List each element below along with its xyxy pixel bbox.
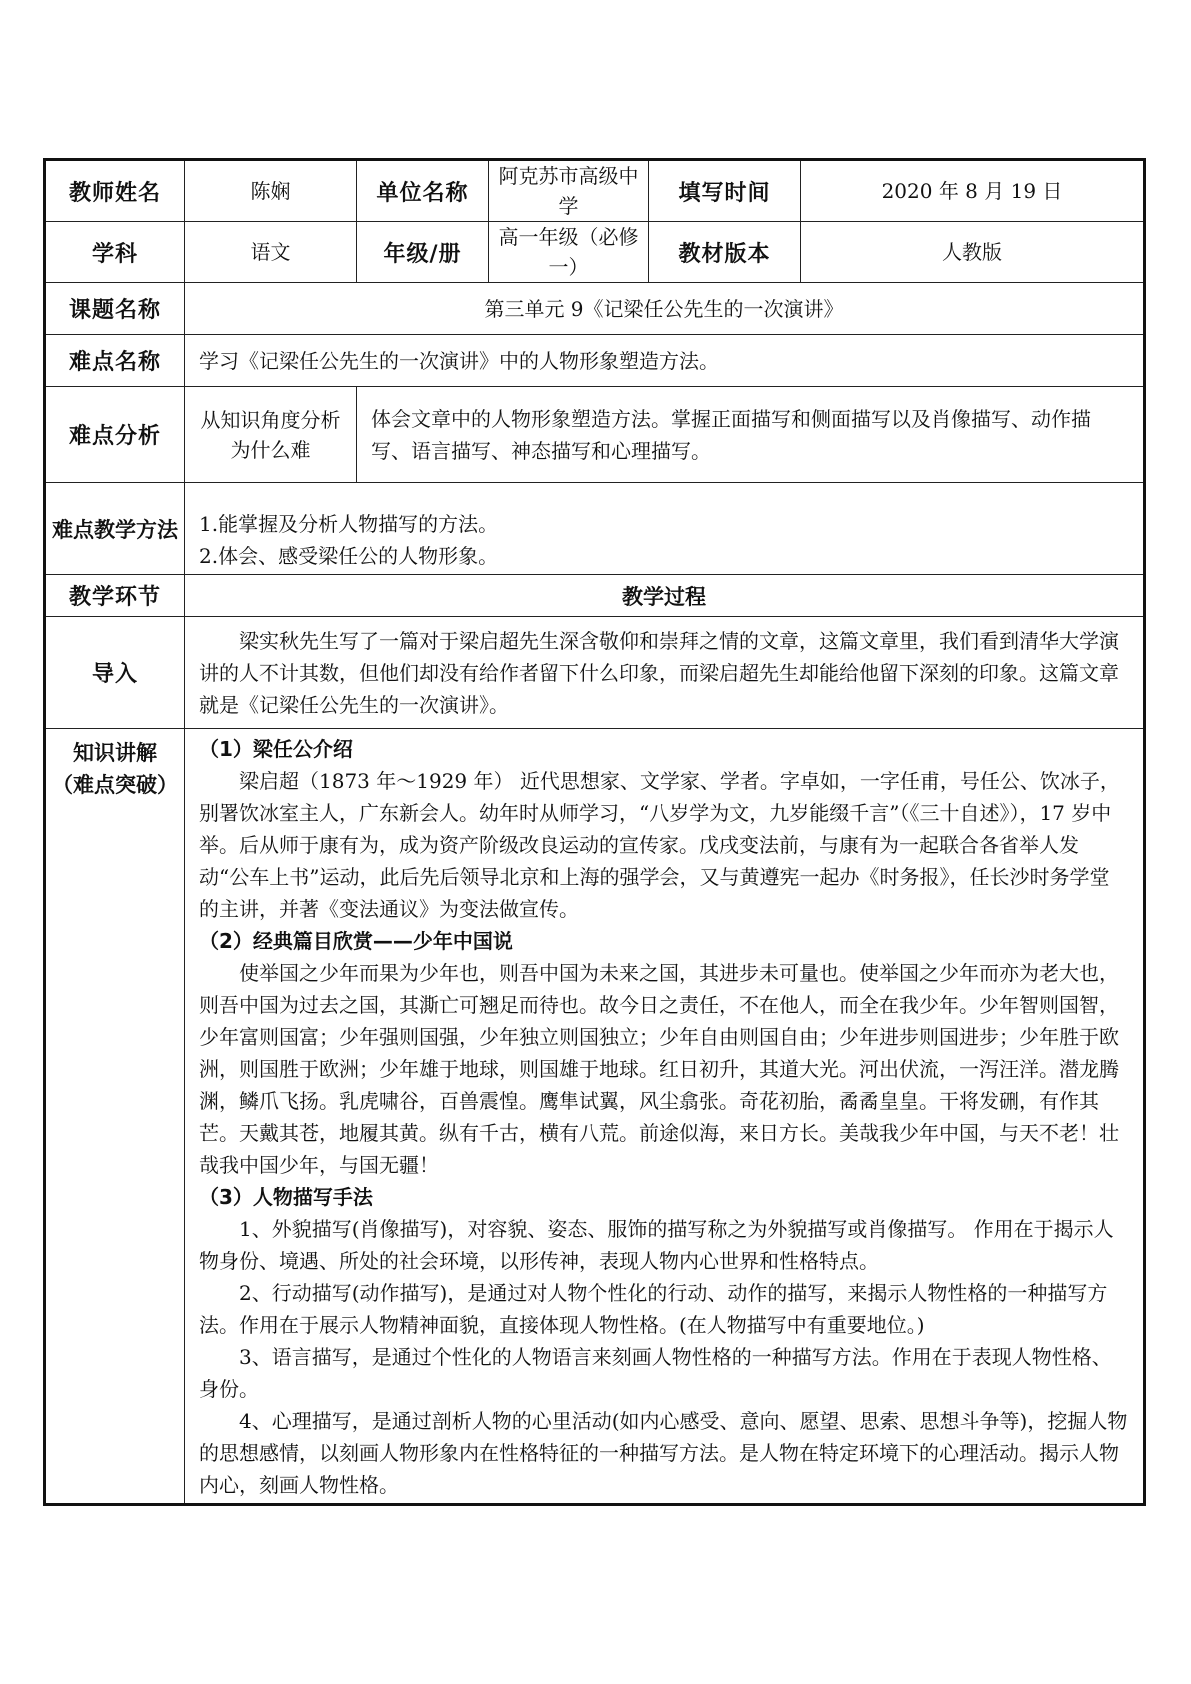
section-3-title: （3）人物描写手法 — [199, 1185, 373, 1209]
row-subject-info — [45, 222, 1145, 283]
section-2-text: 使举国之少年而果为少年也，则吾中国为未来之国，其进步未可量也。使举国之少年而亦为老大也，则吾中国为过去之国，其澌亡可翘足而待也。故今日之责任，不在他人，而全在我少年。少年智则国智，少年富则国富；少年强则国强，少年独立则国独立；少年自由则国自由；少年进步则国进步；少年胜于欧洲，则国胜于欧洲；少年雄于地球，则国雄于地球。红日初升，其道大光。河出伏流，一泻汪洋。潜龙腾渊，鳞爪飞扬。乳虎啸谷，百兽震惶。鹰隼试翼，风尘翕张。奇花初胎，矞矞皇皇。干将发硎，有作其芒。天戴其苍，地履其黄。纵有千古，横有八荒。前途似海，来日方长。美哉我少年中国，与天不老！壮哉我中国少年，与国无疆！ — [199, 961, 1119, 1177]
row-teacher-info — [45, 160, 1145, 222]
section-3-para-1: 1、外貌描写(肖像描写)，对容貌、姿态、服饰的描写称之为外貌描写或肖像描写。 作用在于揭示人物身份、境遇、所处的社会环境，以形传神，表现人物内心世界和性格特点。 — [199, 1217, 1114, 1273]
topic-label: 课题名称 — [45, 283, 185, 335]
difficulty-label: 难点名称 — [45, 335, 185, 387]
section-3-para-2: 2、行动描写(动作描写)，是通过对人物个性化的行动、动作的描写，来揭示人物性格的一种描写方法。作用在于展示人物精神面貌，直接体现人物性格。(在人物描写中有重要地位。) — [199, 1281, 1108, 1337]
method-line-1: 1.能掌握及分析人物描写的方法。 — [199, 512, 499, 536]
intro-value — [185, 617, 1145, 729]
row-process-header — [45, 575, 1145, 617]
topic-value: 第三单元 9《记梁任公先生的一次演讲》 — [185, 283, 1145, 335]
grade-value: 高一年级（必修一） — [489, 222, 649, 283]
section-2-title: （2）经典篇目欣赏——少年中国说 — [199, 929, 513, 953]
section-3-para-4: 4、心理描写，是通过剖析人物的心里活动(如内心感受、意向、愿望、思索、思想斗争等)，挖掘人物的思想感情，以刻画人物形象内在性格特征的一种描写方法。是人物在特定环境下的心理活动。揭示人物内心，刻画人物性格。 — [199, 1409, 1128, 1497]
row-analysis — [45, 387, 1145, 483]
fill-date-label: 填写时间 — [649, 160, 801, 222]
row-knowledge — [45, 729, 1145, 1505]
knowledge-content — [185, 729, 1145, 1505]
section-3-para-3: 3、语言描写，是通过个性化的人物语言来刻画人物性格的一种描写方法。作用在于表现人物性格、身份。 — [199, 1345, 1112, 1401]
subject-label: 学科 — [45, 222, 185, 283]
difficulty-value: 学习《记梁任公先生的一次演讲》中的人物形象塑造方法。 — [185, 335, 1145, 387]
intro-text: 梁实秋先生写了一篇对于梁启超先生深含敬仰和崇拜之情的文章，这篇文章里，我们看到清华大学演讲的人不计其数，但他们却没有给作者留下什么印象，而梁启超先生却能给他留下深刻的印象。这篇文章就是《记梁任公先生的一次演讲》。 — [199, 628, 1119, 717]
lesson-plan-table — [43, 158, 1146, 1506]
row-method — [45, 483, 1145, 575]
analysis-label: 难点分析 — [45, 387, 185, 483]
teacher-name-value: 陈娴 — [185, 160, 357, 222]
section-1-title: （1）梁任公介绍 — [199, 737, 353, 761]
process-step-label: 教学环节 — [45, 575, 185, 617]
row-intro — [45, 617, 1145, 729]
unit-name-value: 阿克苏市高级中学 — [489, 160, 649, 222]
knowledge-label — [45, 729, 185, 1505]
grade-label: 年级/册 — [357, 222, 489, 283]
section-1-text: 梁启超（1873 年～1929 年） 近代思想家、文学家、学者。字卓如，一字任甫，号任公、饮冰子，别署饮冰室主人，广东新会人。幼年时从师学习，“八岁学为文，九岁能缀千言”（《三十自述》），17 岁中举。后从师于康有为，成为资产阶级改良运动的宣传家。戊戌变法前，与康有为一起联合各省举人发动“公车上书”运动，此后先后领导北京和上海的强学会，又与黄遵宪一起办《时务报》，任长沙时务学堂的主讲，并著《变法通议》为变法做宣传。 — [199, 769, 1120, 921]
analysis-sub-label: 从知识角度分析为什么难 — [185, 387, 357, 483]
method-label: 难点教学方法 — [45, 483, 185, 575]
knowledge-label-line2: （难点突破） — [52, 773, 178, 797]
subject-value: 语文 — [185, 222, 357, 283]
edition-value: 人教版 — [801, 222, 1145, 283]
method-line-2: 2.体会、感受梁任公的人物形象。 — [199, 544, 499, 568]
unit-name-label: 单位名称 — [357, 160, 489, 222]
row-difficulty — [45, 335, 1145, 387]
analysis-value: 体会文章中的人物形象塑造方法。掌握正面描写和侧面描写以及肖像描写、动作描写、语言描写、神态描写和心理描写。 — [357, 387, 1145, 483]
teacher-name-label: 教师姓名 — [45, 160, 185, 222]
knowledge-label-line1: 知识讲解 — [73, 741, 157, 765]
intro-label: 导入 — [45, 617, 185, 729]
edition-label: 教材版本 — [649, 222, 801, 283]
row-topic — [45, 283, 1145, 335]
process-header: 教学过程 — [185, 575, 1145, 617]
fill-date-value: 2020 年 8 月 19 日 — [801, 160, 1145, 222]
method-value — [185, 483, 1145, 575]
